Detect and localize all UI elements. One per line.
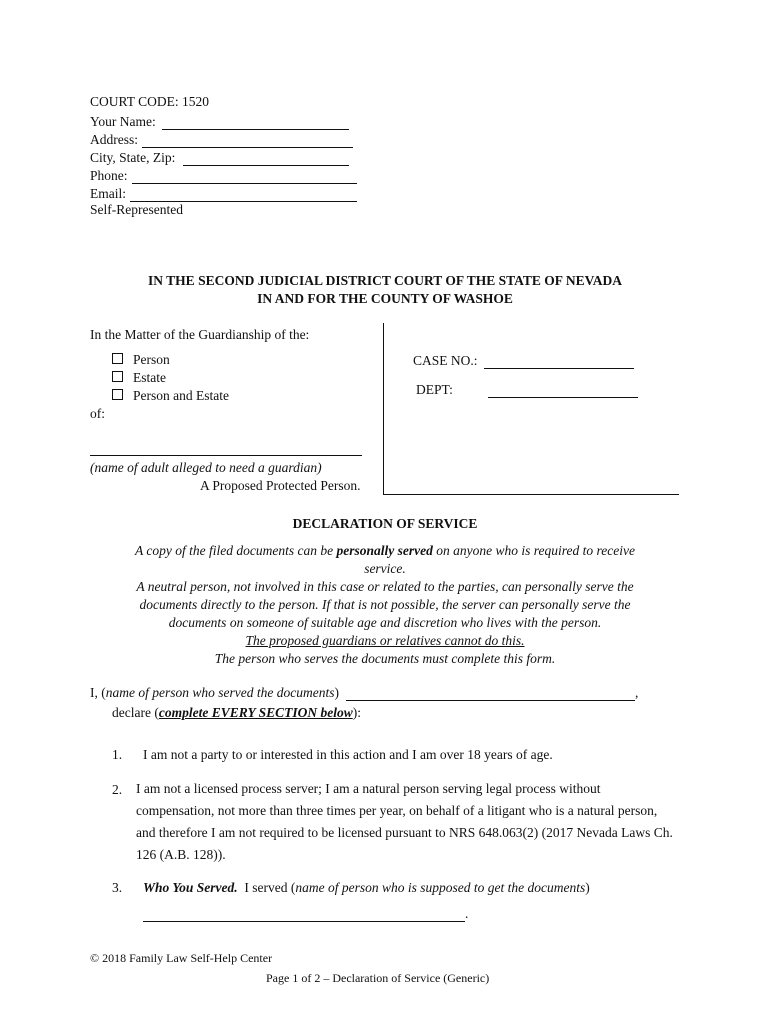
item-3-prefix: I served ( [237, 880, 296, 895]
option-person-and-estate-label: Person and Estate [133, 388, 229, 403]
dept-field[interactable] [488, 384, 638, 398]
i-prefix: I, ( [90, 685, 106, 700]
proposed-protected-person: A Proposed Protected Person. [200, 478, 361, 493]
intro-text: on anyone who is required to receive [432, 543, 635, 558]
option-estate-label: Estate [133, 370, 166, 385]
declare-text-end: ): [352, 705, 361, 720]
declare-text: declare ( [112, 705, 159, 720]
declaration-title: DECLARATION OF SERVICE [292, 516, 478, 531]
personally-served-text: personally served [336, 543, 433, 558]
phone-field[interactable] [132, 170, 357, 184]
relatives-warning: The proposed guardians or relatives cannot do this. [245, 633, 525, 648]
option-person-label: Person [133, 352, 170, 367]
city-row [90, 148, 349, 166]
served-person-row [143, 904, 468, 922]
period: . [465, 906, 469, 921]
your-name-field[interactable] [162, 116, 349, 130]
phone-row [90, 166, 357, 184]
server-name-hint: name of person who served the documents [105, 685, 335, 700]
server-name-field[interactable] [346, 687, 635, 701]
self-represented: Self-Represented [90, 202, 183, 217]
intro-text: A copy of the filed documents can be [135, 543, 337, 558]
case-no-label: CASE NO.: [413, 353, 478, 368]
court-title-line2: IN AND FOR THE COUNTY OF WASHOE [257, 291, 513, 306]
court-code: COURT CODE: 1520 [90, 94, 209, 109]
intro-line-2: service. [364, 561, 406, 576]
intro-line-1 [90, 543, 680, 559]
ward-name-field[interactable] [90, 455, 362, 456]
declare-line [112, 705, 361, 721]
person-checkbox[interactable] [112, 353, 123, 364]
server-name-row [90, 683, 638, 701]
city-field[interactable] [183, 152, 349, 166]
case-no-row [413, 351, 634, 369]
your-name-label: Your Name: [90, 114, 156, 129]
court-title-line1: IN THE SECOND JUDICIAL DISTRICT COURT OF THE STATE OF NEVADA [148, 273, 622, 288]
dept-label: DEPT: [416, 382, 453, 397]
intro-line-5: documents on someone of suitable age and discretion who lives with the person. [168, 615, 602, 630]
intro-line-6 [90, 633, 680, 649]
email-field[interactable] [130, 188, 357, 202]
dept-row [416, 380, 638, 398]
item-2-text: I am not a licensed process server; I am a natural person serving legal process without compensation, not more than three times per year, on behalf of a litigant who is a natural person, and therefore I am not required to be licensed pursuant to NRS 648.063(2) (2017 Nevada Laws Ch. 126 (A.B. 128)). [136, 781, 673, 862]
i-suffix: ) [334, 685, 339, 700]
caption-horizontal-divider [383, 494, 679, 495]
ward-name-hint: (name of adult alleged to need a guardian) [90, 460, 322, 475]
complete-every-section: complete EVERY SECTION below [158, 705, 353, 720]
address-row [90, 130, 353, 148]
item-1-text: I am not a party to or interested in this action and I am over 18 years of age. [143, 747, 553, 762]
served-person-hint: name of person who is supposed to get the documents [295, 880, 586, 895]
phone-label: Phone: [90, 168, 128, 183]
option-person[interactable] [112, 352, 170, 368]
item-3-number: 3. [112, 880, 123, 895]
item-3-text [143, 880, 590, 896]
person-and-estate-checkbox[interactable] [112, 389, 123, 400]
copyright: © 2018 Family Law Self-Help Center [90, 951, 273, 965]
your-name-row [90, 112, 349, 130]
address-field[interactable] [142, 134, 353, 148]
item-1-number: 1. [112, 747, 123, 762]
city-label: City, State, Zip: [90, 150, 176, 165]
comma: , [634, 685, 639, 700]
estate-checkbox[interactable] [112, 371, 123, 382]
caption-vertical-divider [383, 323, 384, 495]
email-row [90, 184, 357, 202]
email-label: Email: [90, 186, 126, 201]
address-label: Address: [90, 132, 138, 147]
page-footer: Page 1 of 2 – Declaration of Service (Generic) [266, 971, 490, 985]
of-label: of: [90, 406, 105, 421]
option-estate[interactable] [112, 370, 166, 386]
served-person-field[interactable] [143, 908, 465, 922]
matter-label: In the Matter of the Guardianship of the: [90, 327, 310, 342]
intro-line-4: documents directly to the person. If that is not possible, the server can personally serve the [139, 597, 631, 612]
case-no-field[interactable] [484, 355, 634, 369]
item-2-number: 2. [112, 782, 123, 797]
option-person-and-estate[interactable] [112, 388, 229, 404]
intro-line-7: The person who serves the documents must complete this form. [214, 651, 556, 666]
item-3-suffix: ) [585, 880, 590, 895]
intro-line-3: A neutral person, not involved in this case or related to the parties, can personally serve the [136, 579, 634, 594]
who-you-served-label: Who You Served. [143, 880, 238, 895]
